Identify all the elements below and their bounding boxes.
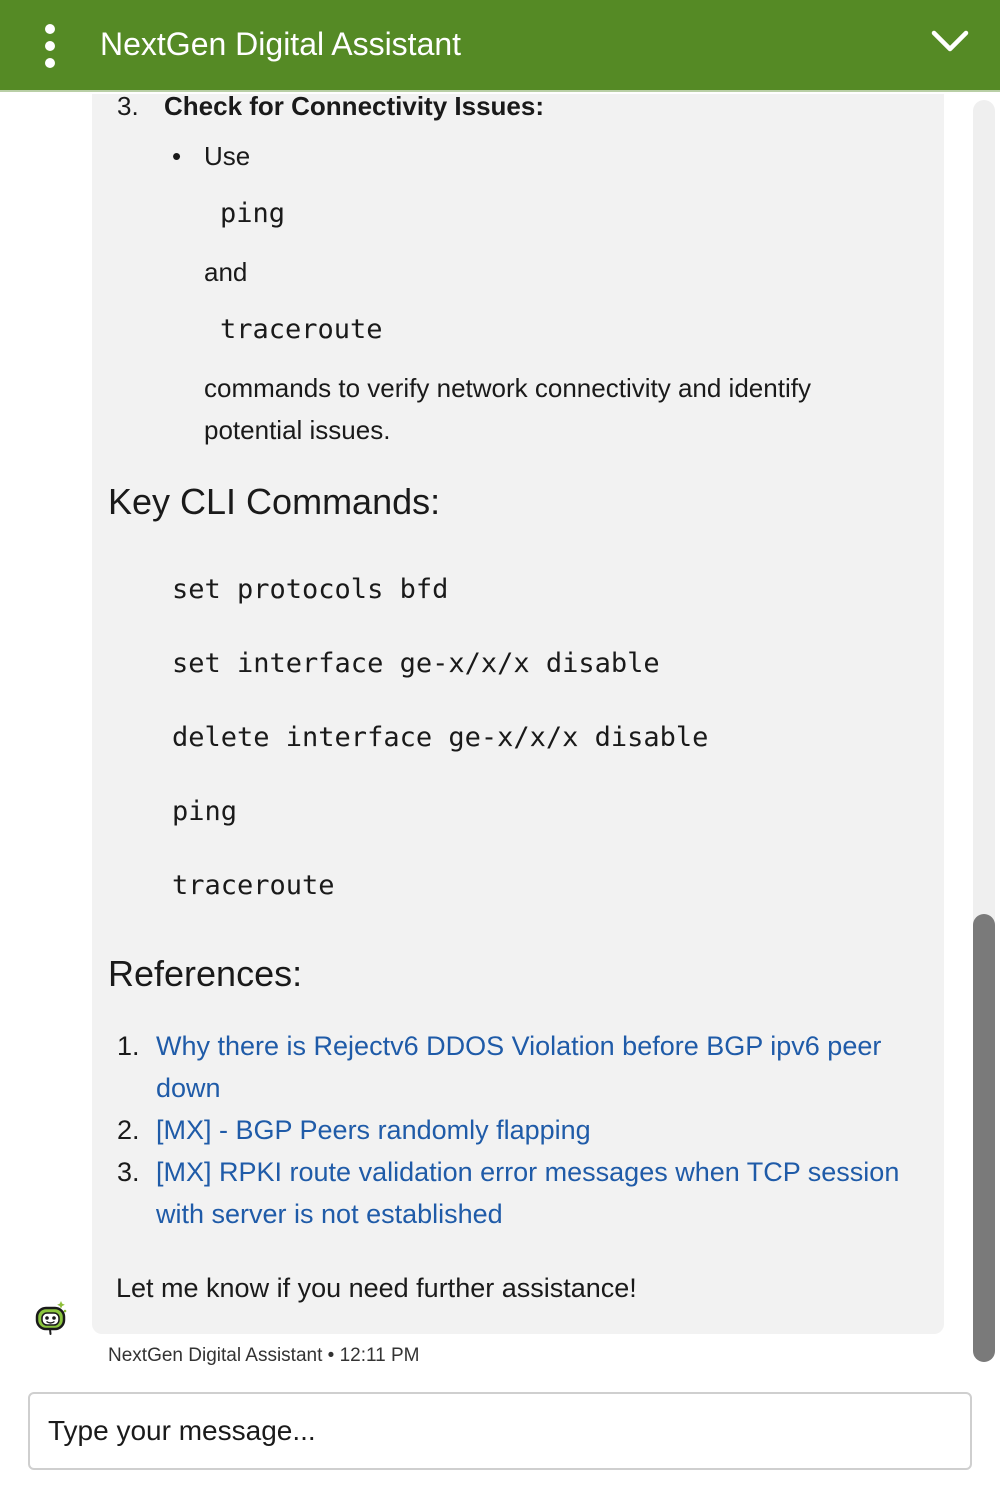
chevron-down-icon[interactable] — [928, 22, 972, 62]
reference-link[interactable]: [MX] RPKI route validation error messages when TCP session — [156, 1157, 900, 1187]
reference-number: 1. — [117, 1031, 140, 1061]
closing-text: Let me know if you need further assistance! — [116, 1273, 637, 1303]
inline-code-ping: ping — [220, 198, 286, 229]
menu-dot — [45, 24, 55, 34]
inline-code-traceroute: traceroute — [220, 314, 383, 345]
scrollbar-thumb[interactable] — [973, 914, 995, 1362]
cli-command: set interface ge-x/x/x disable — [172, 648, 660, 679]
reference-number: 2. — [117, 1115, 140, 1145]
cli-command: traceroute — [172, 870, 335, 901]
menu-dot — [45, 58, 55, 68]
menu-icon[interactable] — [40, 24, 60, 68]
reference-link[interactable]: down — [156, 1073, 221, 1103]
reference-number: 3. — [117, 1157, 140, 1187]
cli-command: ping — [172, 796, 238, 827]
step-number: 3. — [117, 91, 139, 121]
reference-link[interactable]: [MX] - BGP Peers randomly flapping — [156, 1115, 591, 1145]
menu-dot — [45, 41, 55, 51]
reference-link[interactable]: Why there is Rejectv6 DDOS Violation before BGP ipv6 peer — [156, 1031, 882, 1061]
message-meta: NextGen Digital Assistant • 12:11 PM — [108, 1345, 420, 1366]
bullet-text-line: potential issues. — [204, 415, 391, 445]
bullet-text-line: commands to verify network connectivity and identify — [204, 373, 811, 403]
header-title: NextGen Digital Assistant — [100, 26, 462, 62]
step-title: Check for Connectivity Issues: — [164, 91, 544, 121]
references-heading: References: — [108, 953, 303, 994]
bullet-dot: • — [172, 141, 182, 171]
cli-command: set protocols bfd — [172, 574, 449, 605]
cli-command: delete interface ge-x/x/x disable — [172, 722, 709, 753]
bullet-text-use: Use — [204, 141, 251, 171]
chat-header — [0, 0, 1000, 92]
key-cli-heading: Key CLI Commands: — [108, 481, 441, 522]
bullet-text-and: and — [204, 257, 248, 287]
robot-avatar-icon — [32, 1298, 72, 1338]
message-input[interactable] — [28, 1392, 972, 1470]
reference-link[interactable]: with server is not established — [156, 1199, 503, 1229]
